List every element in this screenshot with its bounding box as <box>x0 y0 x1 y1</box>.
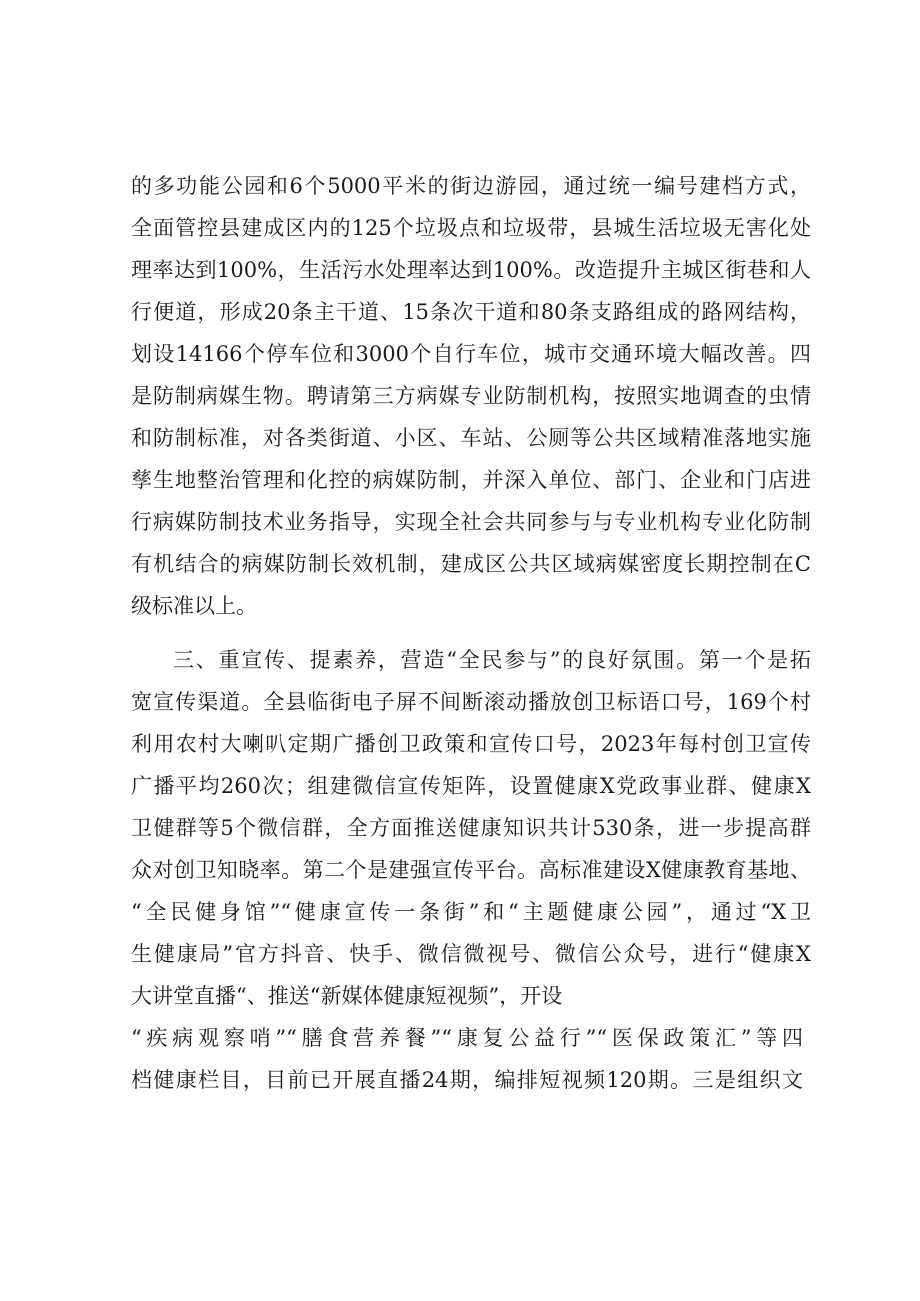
text-line: 利用农村大喇叭定期广播创卫政策和宣传口号，2023年每村创卫宣传 <box>131 732 811 756</box>
text-line: 卫健群等5个微信群，全方面推送健康知识共计530条，进一步提高群 <box>131 816 811 840</box>
text-line: 的多功能公园和6个5000平米的街边游园，通过统一编号建档方式， <box>131 174 811 198</box>
text-line: 众对创卫知晓率。第二个是建强宣传平台。高标准建设X健康教育基地、 <box>131 858 811 882</box>
text-line: 划设14166个停车位和3000个自行车位，城市交通环境大幅改善。四 <box>131 342 811 366</box>
text-line: 生健康局”官方抖音、快手、微信微视号、微信公众号，进行“健康X <box>131 942 811 966</box>
text-line: 档健康栏目，目前已开展直播24期，编排短视频120期。三是组织文 <box>131 1068 803 1092</box>
text-line: “全民健身馆”“健康宣传一条街”和“主题健康公园”，通过“X卫 <box>131 900 811 924</box>
text-line: 有机结合的病媒防制长效机制，建成区公共区域病媒密度长期控制在C <box>131 552 811 576</box>
text-line: 和防制标准，对各类街道、小区、车站、公厕等公共区域精准落地实施 <box>131 426 811 450</box>
text-line: 全面管控县建成区内的125个垃圾点和垃圾带，县城生活垃圾无害化处 <box>131 216 811 240</box>
text-line: “疾病观察哨”“膳食营养餐”“康复公益行”“医保政策汇”等四 <box>131 1026 803 1050</box>
text-line: 广播平均260次；组建微信宣传矩阵，设置健康X党政事业群、健康X <box>131 774 811 798</box>
text-line: 孳生地整治管理和化控的病媒防制，并深入单位、部门、企业和门店进 <box>131 468 811 492</box>
text-line: 宽宣传渠道。全县临街电子屏不间断滚动播放创卫标语口号，169个村 <box>131 690 811 714</box>
text-line: 大讲堂直播“、推送“新媒体健康短视频”，开设 <box>131 984 563 1008</box>
text-line: 理率达到100%，生活污水处理率达到100%。改造提升主城区街巷和人 <box>131 258 811 282</box>
text-line: 级标准以上。 <box>131 594 257 618</box>
section-heading-line: 三、重宣传、提素养，营造“全民参与”的良好氛围。第一个是拓 <box>173 648 811 672</box>
text-line: 行病媒防制技术业务指导，实现全社会共同参与与专业机构专业化防制 <box>131 510 811 534</box>
text-line: 是防制病媒生物。聘请第三方病媒专业防制机构，按照实地调查的虫情 <box>131 384 811 408</box>
text-line: 行便道，形成20条主干道、15条次干道和80条支路组成的路网结构， <box>131 300 811 324</box>
